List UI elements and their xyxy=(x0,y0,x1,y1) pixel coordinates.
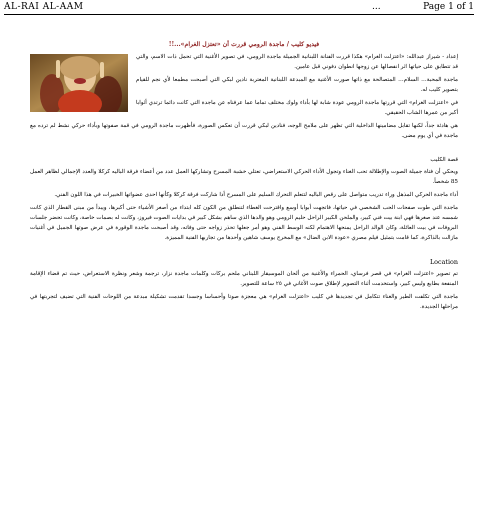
paragraph: هي هادئة جداً، لكنها تقابل مضامينها الداخلية التي تظهر على ملامح الوجه، فنادين لبكي قررت أن تعكس الصورة، فأظهرت ماجدة الرومي في قمة صفوتها وبأداء حركي نشط لم ترده مع ماجدة في أي يوم مضى. xyxy=(30,123,458,139)
section-heading-location: Location xyxy=(429,258,458,266)
paragraph: ماجدة المحبة… السلام… المتصالحة مع ذاتها صورت الأغنية مع المبدعة اللبنانية المغتربة نادين لبكي التي أصبحت مطمعا لأي نجم للقيام بتصوير كليب له. xyxy=(136,77,458,93)
article-body xyxy=(30,40,458,315)
paragraph: ويحكي أن فتاة جميلة الصوت والإطلالة تحب الغناء وتجول الأداء الحركي الاستعراضي، تعتلي خشبة المسرح وتشاركها العمل عدد من أعضاء فرقة الباليه كركلا والعدد الإجمالي لظاهر العمل 85 شخصاً. xyxy=(30,169,458,185)
page-header xyxy=(0,0,480,14)
page-number: Page 1 of 1 xyxy=(423,2,474,12)
paragraph: إعداد - شيراز عبدالله: «اعتزلت الغرام» هكذا قررت الفنانة اللبنانية الجميلة ماجدة الرومي، في تصوير الأغنية التي تحمل ذات الاسم، والتي قد تتطابق على حياتها اثر انفصالها عن زوجها انطوان دفوني قبل عامين. xyxy=(136,54,458,70)
paragraph: في «اعتزلت الغرام» التي قررتها ماجدة الرومي عودة شابة لها بأداء ولوك مختلف تماما عما عرفناه عن ماجدة التي كانت دائما ترتدي أثوابا أكبر من عمرها الشاب الحقيقي. xyxy=(136,100,458,116)
paragraph: تم تصوير «اعتزلت الغرام» في قصر فرساي، الحمراء والأغنية من ألحان الموسيقار اللبناني ملحم بركات وكلمات ماجدة نزار، ترجمة وشعر ونظرة الاستعراض، حيث تم قضاء الإقامة المنفعة بطابع وليس كبير، واستخدمت أثناء التصوير لإطلاق صوت الأغاني في ٢٥ ساعة للتصوير. xyxy=(30,271,458,287)
paragraph: أداء ماجدة الحركي المذهل وراء تدريب متواصل على رقص الباليه لتتعلم التحرك السليم على المسرح أدا شاركت فرقة كركلا وكأنها احدى عضواتها الخبيرات في هذا اللون الفني. xyxy=(54,192,458,198)
publication-name: AL-RAI AL-AAM xyxy=(4,2,84,12)
article-title: فيديو كليب / ماجدة الرومي قررت أن «تعتزل الغرام»...!! xyxy=(168,41,320,48)
paragraph: ماجدة التي تكلفت الطير والغناء تتكامل في تجديدها في كليب «اعتزلت الغرام» هي معجزة صوتا وأحساسا وجسدا تقدمت تشكيلة مبدعة من اللوحات الفنية التي تضيف لتجربتها في مراحلها الجديدة. xyxy=(30,294,458,310)
section-heading: قصة الكليب xyxy=(430,157,458,163)
header-ellipsis: ... xyxy=(372,2,381,12)
header-rule xyxy=(4,14,474,15)
paragraph: ماجدة التي طوت صفحات الحب الشخصي في حياتها، فاتجهت أبوابا أوسع واقترحت الغطاء لتنطلق من الكون كله ابتداء من أصغر الأشياء حتى أكبرها، ويبدأ من مبنى القطار الذي كانت شمسه عند صغرها فهي ابنة بيت فني كبير، والملحن الكبير الراحل حليم الرومي وهو والدها الذي ساهم بشكل كبير في بدايات الصوت فيروز، وكانت له بصمات خاصة، وكانت تحضر جلسات البروفات في بيت العائلة، وكان الوالد الراحل يمنحها الاهتمام لكنه الوسط الفني وهو أمر جعلها تحذر زواجه حتى وفاته، وقد أصبحت ماجدة الوقورة في عرض صوتها الجميل في أغنيات مازالت بالذاكرة، كما قامت بتمثيل فيلم مصري «عودة الابن الضال» مع المخرج يوسف شاهين وأحدها من تجاربها الفنية المميزة. xyxy=(30,205,458,241)
photo-portrait-icon xyxy=(30,54,128,112)
